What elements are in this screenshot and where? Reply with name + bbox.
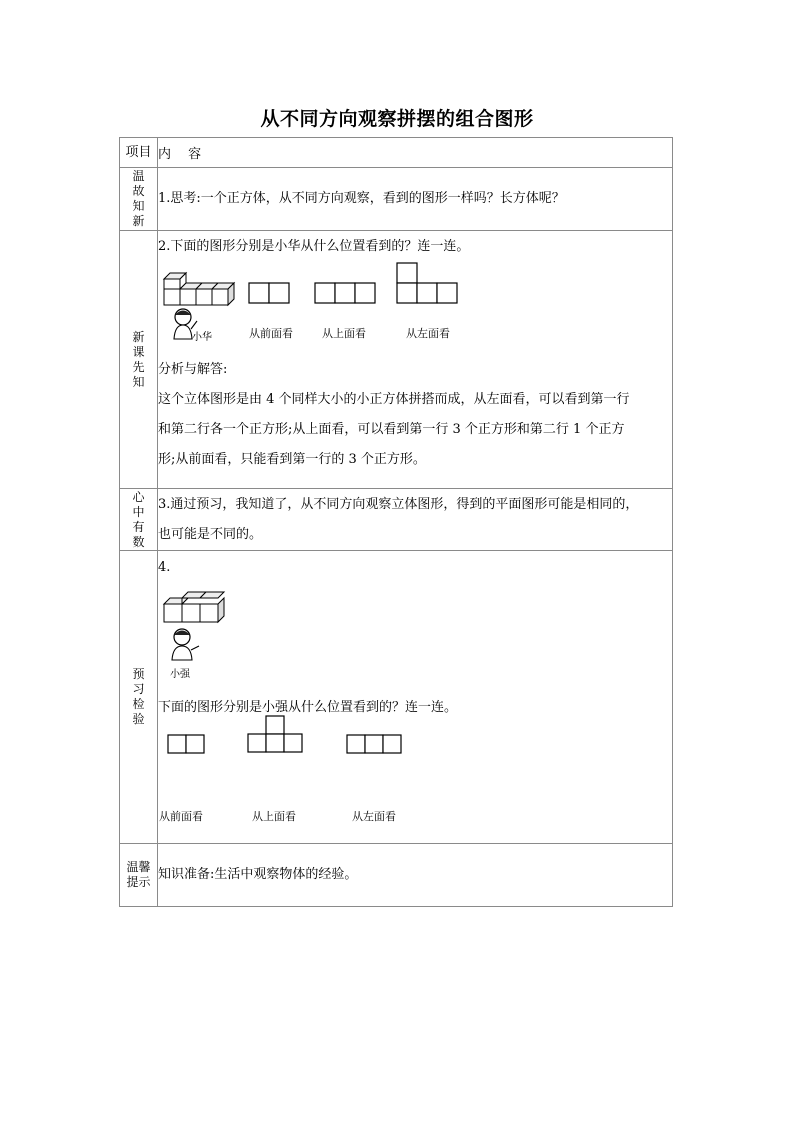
view-front-shape (248, 282, 298, 308)
row-label-tips: 温馨提示 (126, 860, 151, 889)
row-tips (120, 844, 673, 907)
analysis-line-2: 和第二行各一个正方形;从上面看，可以看到第一行 3 个正方形和第二行 1 个正方 (158, 422, 625, 437)
analysis-line-3: 形;从前面看，只能看到第一行的 3 个正方形。 (158, 452, 426, 467)
check-question: 下面的图形分别是小强从什么位置看到的？连一连。 (158, 700, 458, 715)
check-figure (158, 583, 672, 693)
caption-front: 从前面看 (249, 327, 293, 340)
check-views (158, 723, 672, 843)
row-newlesson (120, 231, 673, 489)
check-view-c-shape (346, 734, 416, 758)
check-view-a-shape (167, 734, 217, 758)
row-label-review: 温故知新 (132, 169, 145, 228)
header-content: 内 容 (158, 138, 673, 168)
page-title: 从不同方向观察拼摆的组合图形 (260, 108, 534, 130)
newlesson-figure (158, 262, 672, 355)
caption-top: 从上面看 (322, 327, 366, 340)
table-header-row (120, 138, 673, 168)
row-mind (120, 489, 673, 551)
check-view-b-shape (247, 715, 317, 757)
row-review (120, 168, 673, 231)
analysis-title: 分析与解答: (158, 362, 228, 377)
person-label-xiaohua: 小华 (192, 332, 212, 343)
check-caption-front: 从前面看 (159, 810, 203, 823)
person-label-xiaoqiang: 小强 (170, 669, 190, 680)
check-caption-top: 从上面看 (252, 810, 296, 823)
mind-line-2: 也可能是不同的。 (158, 526, 263, 542)
caption-left: 从左面看 (406, 327, 450, 340)
row-check (120, 551, 673, 844)
tips-text: 知识准备:生活中观察物体的经验。 (158, 867, 358, 882)
newlesson-question: 2.下面的图形分别是小华从什么位置看到的？连一连。 (158, 239, 470, 254)
cube-stack-figure (160, 270, 240, 310)
boy-icon-2 (168, 627, 202, 663)
cube-stack-figure-2 (162, 589, 242, 629)
check-number: 4. (158, 560, 171, 575)
row-label-check: 预习检验 (132, 667, 145, 726)
analysis-line-1: 这个立体图形是由 4 个同样大小的小正方体拼搭而成，从左面看，可以看到第一行 (158, 392, 630, 407)
row-label-mind: 心中有数 (132, 489, 145, 549)
header-project: 项目 (120, 138, 158, 168)
check-caption-left: 从左面看 (352, 810, 396, 823)
mind-line-1: 3.通过预习，我知道了，从不同方向观察立体图形，得到的平面图形可能是相同的， (158, 496, 639, 512)
view-top-shape (314, 282, 384, 308)
lesson-table (119, 137, 673, 907)
row-label-newlesson: 新课先知 (132, 329, 145, 389)
review-text: 1.思考:一个正方体，从不同方向观察，看到的图形一样吗？长方体呢？ (158, 191, 565, 206)
view-left-shape (396, 262, 466, 308)
